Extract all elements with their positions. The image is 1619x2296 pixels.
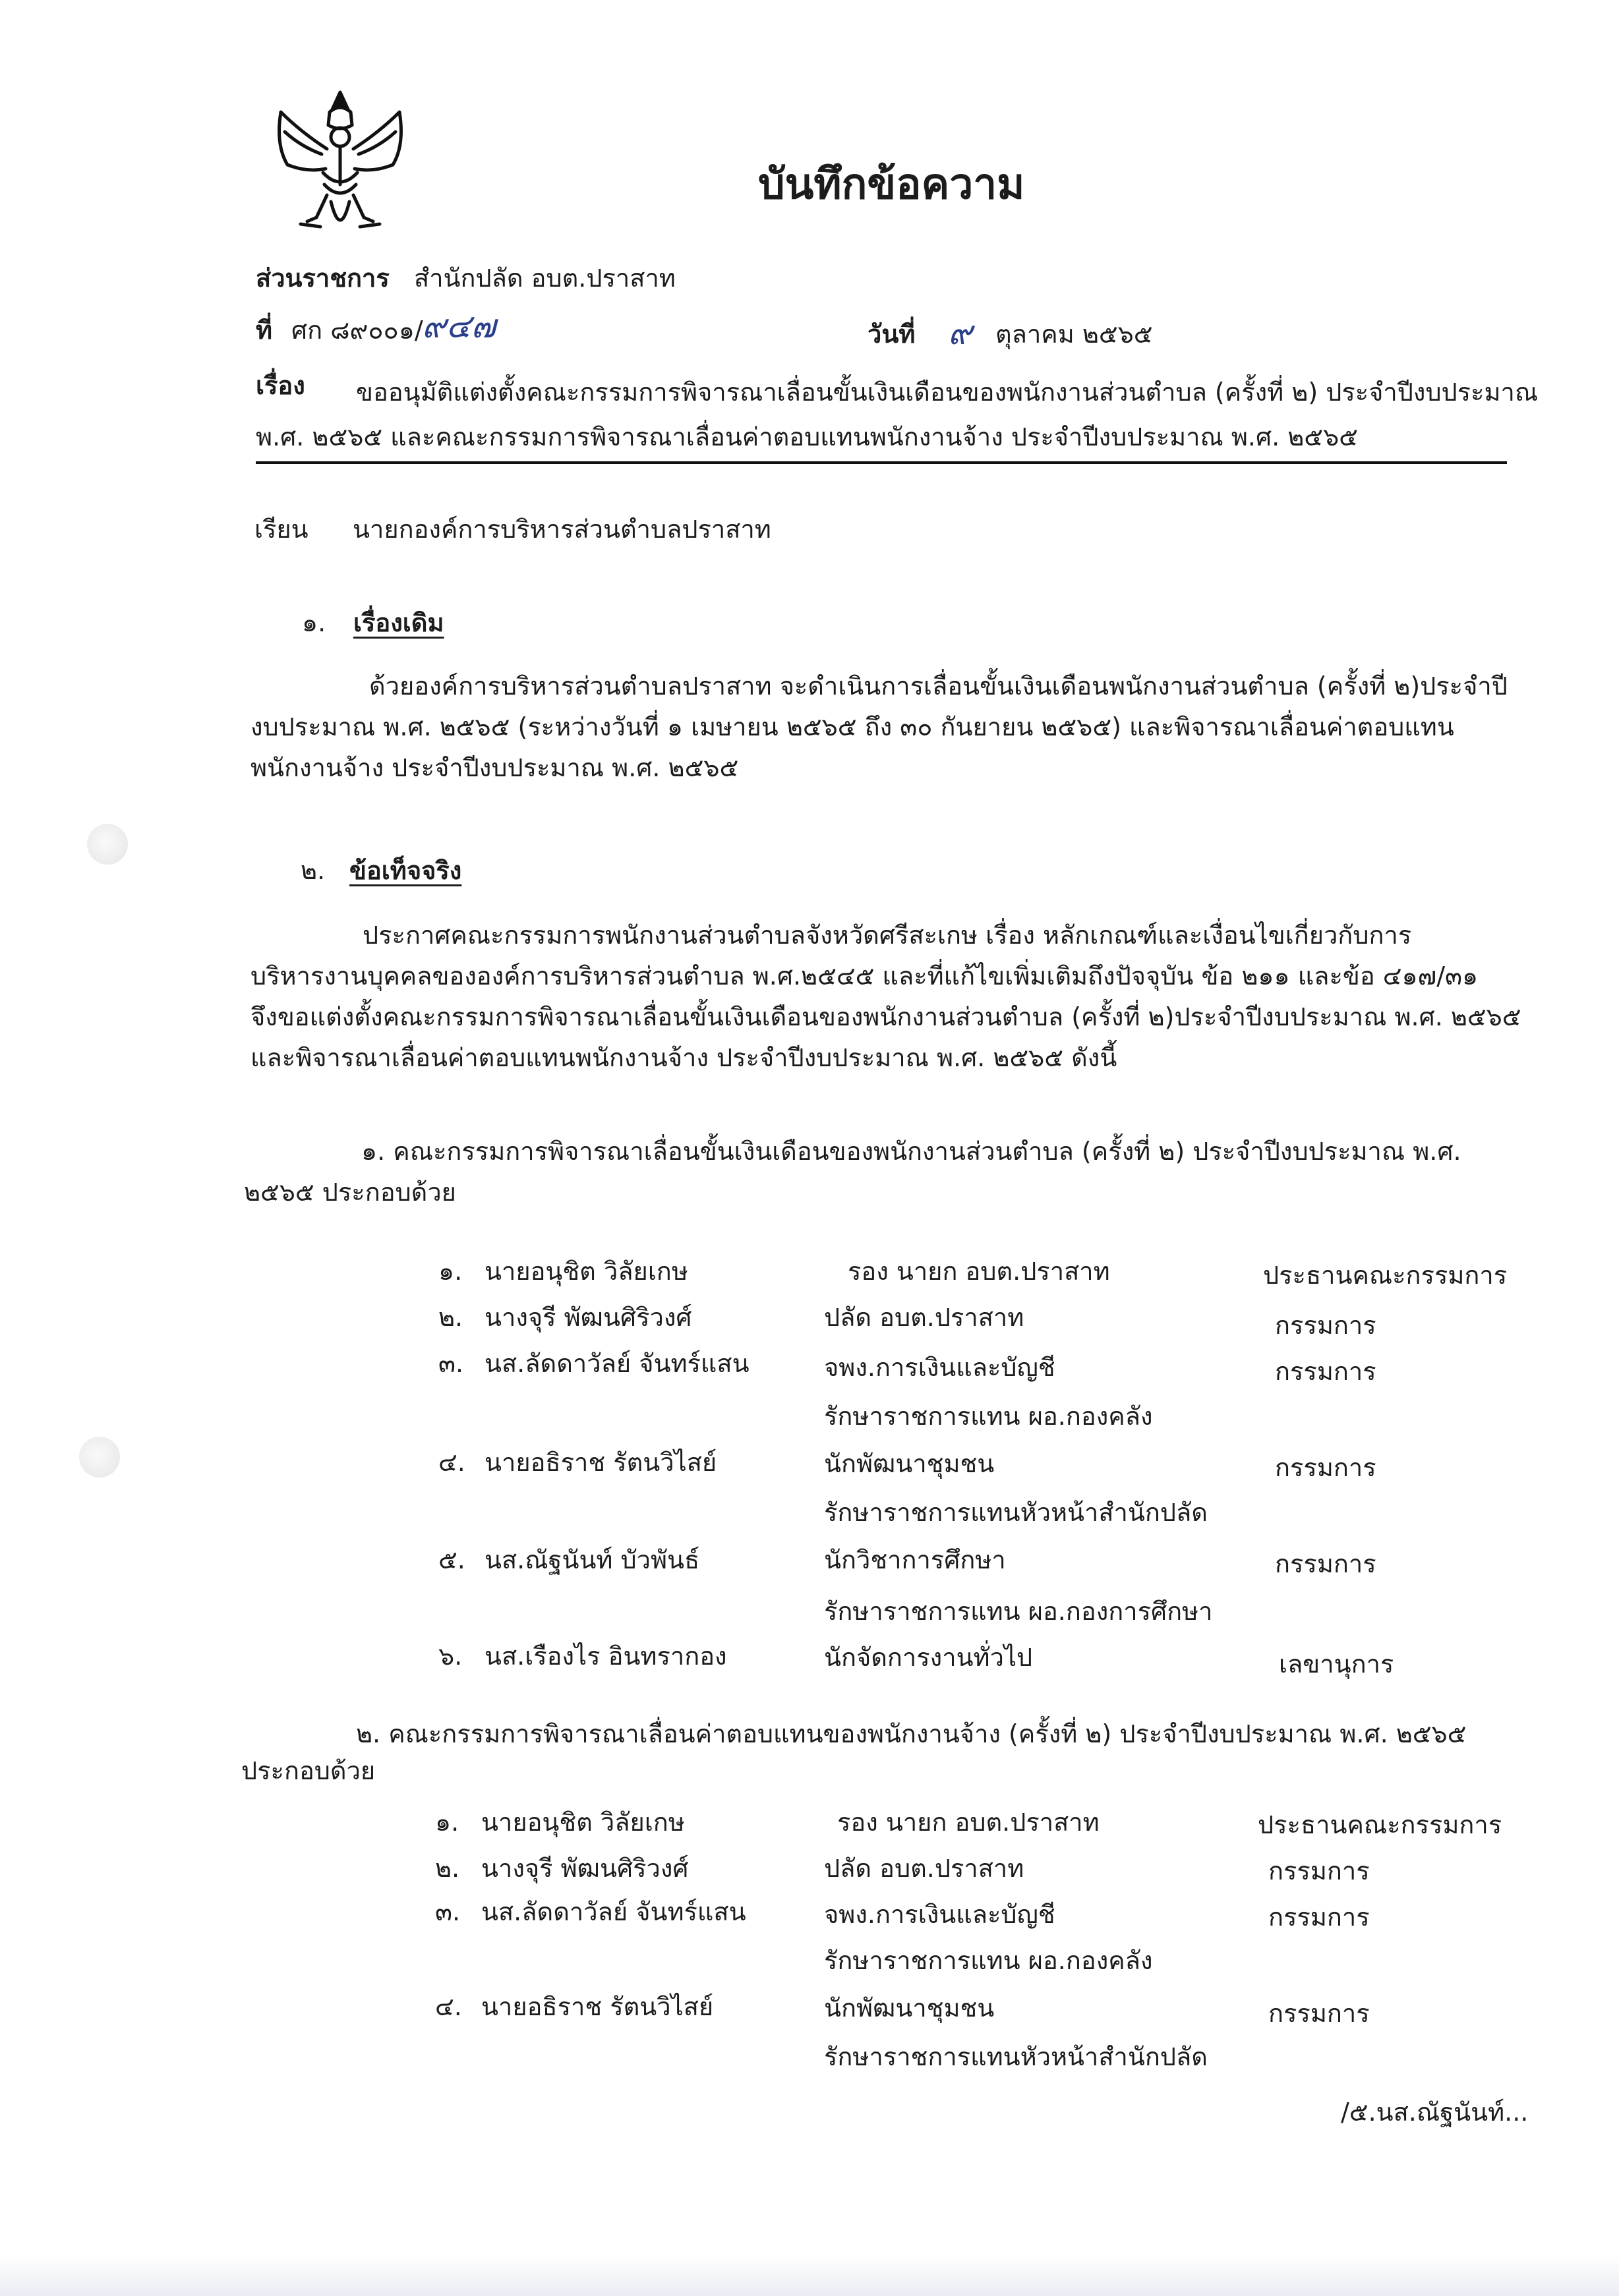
date-label: วันที่ [868,320,916,349]
ref-label: ที่ [256,316,273,345]
member-position: จพง.การเงินและบัญชี [824,1353,1055,1382]
member-number: ๒. [435,1854,460,1883]
committee2-intro-line-2: ประกอบด้วย [241,1756,376,1785]
section2-body [250,915,1543,1078]
punch-hole-top [87,824,128,865]
member-position-acting: รักษาราชการแทนหัวหน้าสำนักปลัด [824,2042,1208,2071]
section1-heading: เรื่องเดิม [353,608,444,637]
member-name: นส.ลัดดาวัลย์ จันทร์แสน [481,1897,746,1926]
continuation-note: /๕.นส.ณัฐนันท์... [1341,2098,1529,2127]
section2-heading: ข้อเท็จจริง [349,856,462,885]
punch-hole-bottom [79,1437,120,1478]
member-role: กรรมการ [1275,1453,1376,1482]
member-position-acting: รักษาราชการแทน ผอ.กองคลัง [824,1946,1153,1975]
member-name: นายอนุชิต วิลัยเกษ [485,1257,688,1286]
section2-number: ๒. [301,856,326,885]
member-name: นส.ลัดดาวัลย์ จันทร์แสน [485,1349,750,1378]
member-position: นักจัดการงานทั่วไป [824,1643,1033,1672]
section2-line: บริหารงานบุคคลขององค์การบริหารส่วนตำบล พ.ศ.๒๕๔๕ และที่แก้ไขเพิ่มเติมถึงปัจจุบัน ข้อ ๒๑๑ และข้อ ๔๑๗/๓๑ [250,961,1479,990]
memo-title: บันทึกข้อความ [758,160,1025,209]
subject-divider [256,461,1507,464]
section2-line: ประกาศคณะกรรมการพนักงานส่วนตำบลจังหวัดศรีสะเกษ เรื่อง หลักเกณฑ์และเงื่อนไขเกี่ยวกับการ [363,921,1412,950]
committee1-intro-line-2: ๒๕๖๕ ประกอบด้วย [244,1178,456,1207]
member-number: ๖. [438,1642,463,1671]
committee1-intro-line-1: ๑. คณะกรรมการพิจารณาเลื่อนขั้นเงินเดือนของพนักงานส่วนตำบล (ครั้งที่ ๒) ประจำปีงบประมาณ พ.ศ. [361,1137,1461,1166]
member-position-acting: รักษาราชการแทน ผอ.กองคลัง [824,1402,1153,1431]
member-number: ๔. [435,1992,462,2021]
member-role: กรรมการ [1275,1311,1376,1340]
member-name: นายอธิราช รัตนวิไสย์ [481,1992,714,2021]
section1-number: ๑. [302,608,326,637]
committee2-intro-line-1: ๒. คณะกรรมการพิจารณาเลื่อนค่าตอบแทนของพนักงานจ้าง (ครั้งที่ ๒) ประจำปีงบประมาณ พ.ศ. ๒๕๖๕ [356,1719,1467,1748]
member-position: ปลัด อบต.ปราสาท [824,1854,1024,1883]
ref-value: ศก ๘๙๐๐๑/ [291,316,423,345]
section2-line: จึงขอแต่งตั้งคณะกรรมการพิจารณาเลื่อนขั้นเงินเดือนของพนักงานส่วนตำบล (ครั้งที่ ๒)ประจำปีงบประมาณ พ.ศ. ๒๕๖๕ [250,1002,1521,1031]
member-position-acting: รักษาราชการแทน ผอ.กองการศึกษา [824,1597,1213,1626]
date-month-year: ตุลาคม ๒๕๖๕ [995,320,1153,349]
to-value: นายกองค์การบริหารส่วนตำบลปราสาท [353,515,771,544]
member-role: กรรมการ [1268,1999,1370,2028]
member-name: นายอนุชิต วิลัยเกษ [481,1808,685,1837]
member-name: นางจุรี พัฒนศิริวงศ์ [485,1303,692,1332]
member-position: รอง นายก อบต.ปราสาท [837,1808,1100,1837]
member-position: ปลัด อบต.ปราสาท [824,1303,1024,1332]
member-role: กรรมการ [1268,1903,1370,1932]
member-role: กรรมการ [1275,1549,1376,1578]
member-role: ประธานคณะกรรมการ [1263,1261,1508,1290]
member-number: ๓. [438,1349,464,1378]
member-name: นส.ณัฐนันท์ บัวพันธ์ [485,1545,700,1574]
member-number: ๑. [438,1257,463,1286]
member-name: นางจุรี พัฒนศิริวงศ์ [481,1854,689,1883]
subject-line-2: พ.ศ. ๒๕๖๕ และคณะกรรมการพิจารณาเลื่อนค่าตอบแทนพนักงานจ้าง ประจำปีงบประมาณ พ.ศ. ๒๕๖๕ [256,422,1358,451]
member-number: ๕. [438,1545,465,1574]
member-position: นักพัฒนาชุมชน [824,1449,995,1478]
member-position: รอง นายก อบต.ปราสาท [848,1257,1110,1286]
section1-line: ด้วยองค์การบริหารส่วนตำบลปราสาท จะดำเนินการเลื่อนขั้นเงินเดือนพนักงานส่วนตำบล (ครั้งที่ ๒)ประจำปี [369,672,1508,701]
member-position: นักวิชาการศึกษา [824,1545,1006,1574]
member-name: นายอธิราช รัตนวิไสย์ [485,1448,717,1477]
member-role: ประธานคณะกรรมการ [1258,1810,1502,1839]
member-role: กรรมการ [1268,1856,1370,1885]
member-number: ๔. [438,1448,465,1477]
member-role: กรรมการ [1275,1357,1376,1386]
garuda-emblem-icon [261,86,419,244]
subject-line-1: ขออนุมัติแต่งตั้งคณะกรรมการพิจารณาเลื่อนขั้นเงินเดือนของพนักงานส่วนตำบล (ครั้งที่ ๒) ประจำปีงบประมาณ [356,378,1539,407]
scan-edge [0,2256,1619,2296]
section1-body [250,666,1543,788]
member-position-acting: รักษาราชการแทนหัวหน้าสำนักปลัด [824,1498,1208,1527]
member-name: นส.เรืองไร อินทรากอง [485,1642,727,1671]
member-role: เลขานุการ [1279,1650,1394,1679]
dept-label: ส่วนราชการ [256,264,390,293]
member-number: ๑. [435,1808,459,1837]
member-number: ๓. [435,1897,461,1926]
ref-handwritten-number: ๙๔๗ [422,307,496,345]
dept-value: สำนักปลัด อบต.ปราสาท [414,264,676,293]
member-position: นักพัฒนาชุมชน [824,1994,995,2023]
section2-line: และพิจารณาเลื่อนค่าตอบแทนพนักงานจ้าง ประจำปีงบประมาณ พ.ศ. ๒๕๖๕ ดังนี้ [250,1043,1117,1072]
subject-label: เรื่อง [256,371,305,400]
section1-line: พนักงานจ้าง ประจำปีงบประมาณ พ.ศ. ๒๕๖๕ [250,753,739,782]
member-number: ๒. [438,1303,463,1332]
section1-line: งบประมาณ พ.ศ. ๒๕๖๕ (ระหว่างวันที่ ๑ เมษายน ๒๕๖๕ ถึง ๓๐ กันยายน ๒๕๖๕) และพิจารณาเลื่อนค่าตอบแทน [250,712,1454,741]
member-position: จพง.การเงินและบัญชี [824,1900,1055,1929]
to-label: เรียน [254,515,309,544]
date-day-handwritten: ๙ [948,314,972,352]
